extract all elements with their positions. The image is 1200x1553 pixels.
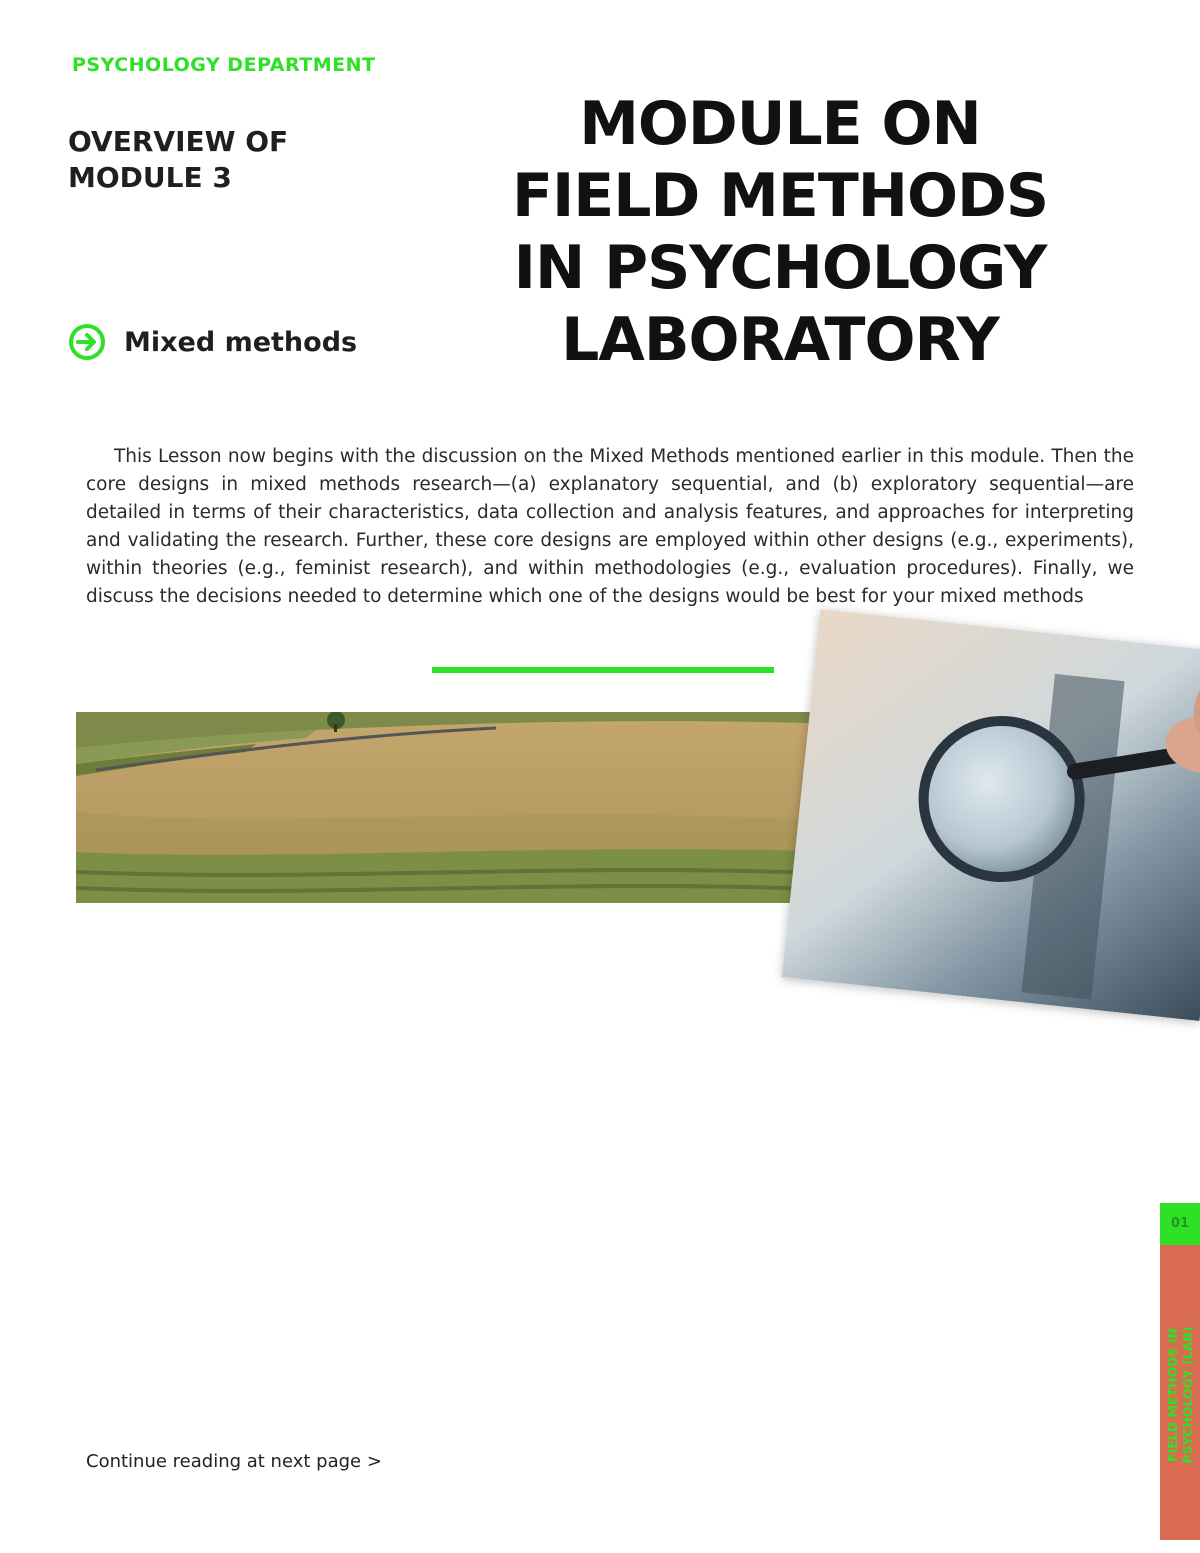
title-line-1: MODULE ON	[579, 89, 981, 159]
lesson-paragraph: This Lesson now begins with the discussion on the Mixed Methods mentioned earlier in this module. Then the core designs in mixed methods research—(a) explanatory sequential, and (b) exploratory sequential—are detailed in terms of their characteristics, data collection and analysis features, and approaches for interpreting and validating the research. Further, these core designs are employed within other designs (e.g., experiments), within theories (e.g., feminist research), and within methodologies (e.g., evaluation procedures). Finally, we discuss the decisions needed to determine which one of the designs would be best for your mixed methods	[86, 445, 1134, 607]
continue-reading-link[interactable]: Continue reading at next page >	[86, 1451, 382, 1472]
magnifier-photo-frame	[782, 609, 1200, 1021]
title-line-3: IN PSYCHOLOGY	[513, 233, 1047, 303]
title-line-2: FIELD METHODS	[511, 161, 1049, 231]
magnifying-glass-image	[782, 609, 1200, 1021]
side-tab-label-line-1: FIELD METHODS IN	[1165, 1328, 1180, 1462]
side-tab-label-line-2: PSYCHOLOGY (LAB)	[1180, 1326, 1195, 1464]
overview-line-2: MODULE 3	[68, 161, 232, 194]
topic-row	[68, 322, 357, 362]
arrow-circle-right-icon	[68, 323, 106, 361]
side-tab	[1160, 1203, 1200, 1540]
title-line-4: LABORATORY	[561, 305, 999, 375]
topic-label: Mixed methods	[124, 326, 358, 358]
module-title	[460, 88, 1100, 376]
side-tab-label	[1165, 1245, 1195, 1545]
divider	[432, 667, 774, 673]
overview-line-1: OVERVIEW OF	[68, 125, 289, 158]
field-landscape-image	[76, 712, 836, 903]
page-number: 01	[1160, 1203, 1200, 1245]
side-tab-body	[1160, 1245, 1200, 1540]
department-label: PSYCHOLOGY DEPARTMENT	[72, 54, 376, 76]
overview-heading	[68, 124, 368, 196]
